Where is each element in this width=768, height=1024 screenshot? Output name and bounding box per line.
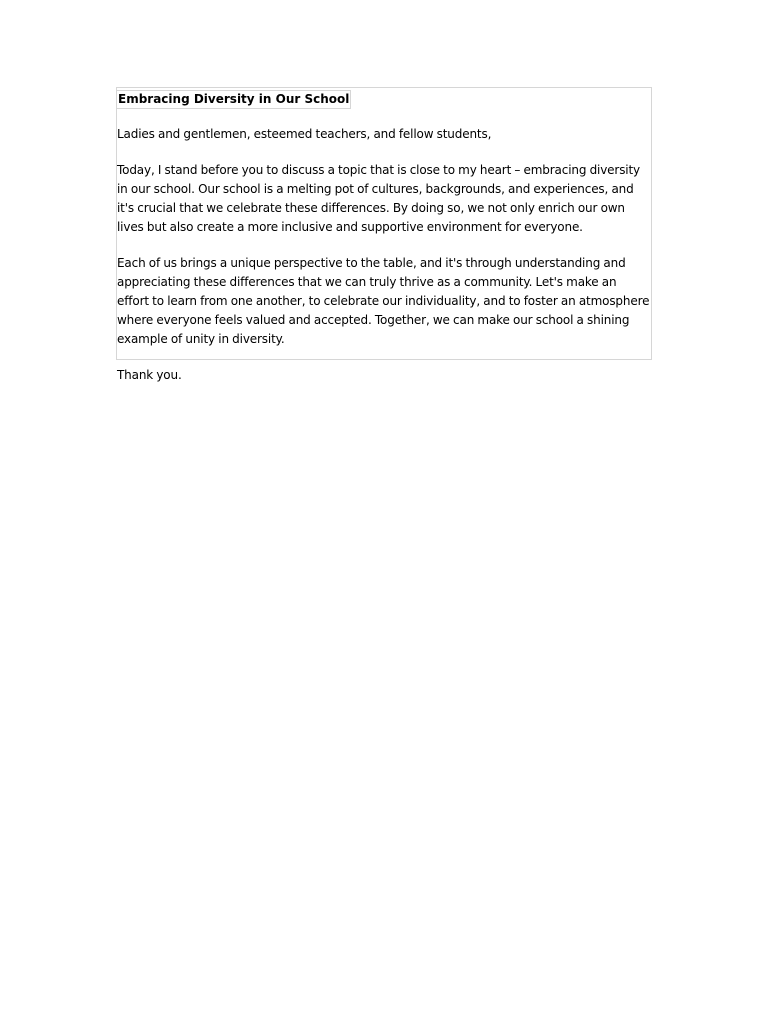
document-title: Embracing Diversity in Our School (116, 90, 351, 109)
closing-paragraph: Thank you. (117, 368, 182, 382)
greeting-paragraph: Ladies and gentlemen, esteemed teachers, and fellow students, (117, 127, 492, 141)
body-paragraph: Each of us brings a unique perspective to the table, and it's through understanding and appreciating these differences that we can truly thrive as a community. Let's make an effort to learn from one another, to celebrate our individuality, and to foster an atmosphere where everyone feels valued and accepted. Together, we can make our school a shining example of unity in diversity. (117, 256, 650, 346)
intro-paragraph: Today, I stand before you to discuss a topic that is close to my heart – embracing diversity in our school. Our school is a melting pot of cultures, backgrounds, and experiences, and it's crucial that we celebrate these differences. By doing so, we not only enrich our own lives but also create a more inclusive and supportive environment for everyone. (117, 163, 640, 234)
document-body (116, 87, 652, 382)
